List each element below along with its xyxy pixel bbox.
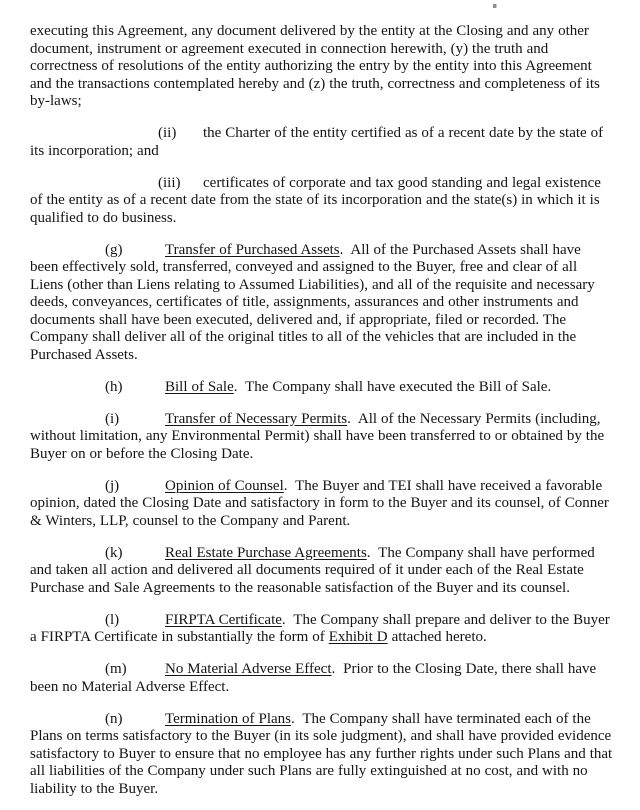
text-run: . All of the Necessary Permits (including, without limitation, any Environmental Permit) shall have been transferred to or obtained by the Buyer on or before the Closing Date. xyxy=(30,410,605,462)
underlined-term: Exhibit D xyxy=(328,629,388,645)
paragraph-k xyxy=(30,545,613,598)
text-run: . All of the Purchased Assets shall have been effectively sold, transferred, conveyed and assigned to the Buyer, free and clear of all Liens (other than Liens relating to Assumed Liabilities), and all of the requisite and necessary deeds, conveyances, certificates of title, assignments, assurances and other instruments and documents shall have been executed, delivered and, if appropriate, filed or recorded. The Company shall deliver all of the original titles to all of the vehicles that are included in the Purchased Assets. xyxy=(30,241,595,363)
paragraph-h xyxy=(30,379,613,397)
paragraph-g xyxy=(30,242,613,365)
paragraph-n xyxy=(30,711,613,799)
paragraph-label-g: (g) xyxy=(105,241,123,258)
text-run: . The Company shall have executed the Bill of Sale. xyxy=(233,378,552,395)
underlined-term: Bill of Sale xyxy=(165,378,234,395)
paragraph-ii xyxy=(30,125,613,160)
paragraph-label-ii: (ii) xyxy=(158,125,177,141)
text-run: . The Company shall have terminated each of the Plans on terms satisfactory to the Buyer (in its sole judgment), and shall have provided evidence satisfactory to Buyer to ensure that no employee has any further rights under such Plans and that all liabilities of the Company under such Plans are fully extinguished at no cost, and with no liability to the Buyer. xyxy=(30,710,613,797)
paragraphs xyxy=(30,23,613,798)
scan-speck-artifact xyxy=(493,4,496,8)
text-run: the Charter of the entity certified as of a recent date by the state of its incorporation; and xyxy=(30,125,604,159)
paragraph-label-k: (k) xyxy=(105,544,123,561)
paragraph-label-n: (n) xyxy=(105,710,123,727)
paragraph-label-m: (m) xyxy=(105,661,127,677)
paragraph-label-i: (i) xyxy=(105,410,120,427)
text-run: attached hereto. xyxy=(387,629,487,645)
underlined-term: Transfer of Purchased Assets xyxy=(165,241,340,258)
paragraph-iii xyxy=(30,175,613,228)
text-run: . Prior to the Closing Date, there shall have been no Material Adverse Effect. xyxy=(30,661,597,695)
paragraph-label-l: (l) xyxy=(105,611,120,628)
underlined-term: Real Estate Purchase Agreements xyxy=(165,544,367,561)
underlined-term: No Material Adverse Effect xyxy=(165,661,332,677)
underlined-term: Termination of Plans xyxy=(165,710,291,727)
underlined-term: Opinion of Counsel xyxy=(165,477,284,494)
text-run: . The Buyer and TEI shall have received a favorable opinion, dated the Closing Date and satisfactory in form to the Buyer and its counsel, of Conner & Winters, LLP, counsel to the Company and Parent. xyxy=(30,477,609,529)
paragraph-j xyxy=(30,478,613,531)
text-run: executing this Agreement, any document delivered by the entity at the Closing and any other document, instrument or agreement executed in connection herewith, (y) the truth and correctness of resolutions of the entity authorizing the entry by the entity into this Agreement and the transactions contemplated hereby and (z) the truth, correctness and completeness of its by-laws; xyxy=(30,23,600,109)
text-run: . The Company shall prepare and deliver to the Buyer a FIRPTA Certificate in substantially the form of xyxy=(30,611,610,645)
paragraph-l xyxy=(30,612,613,647)
paragraph-m xyxy=(30,661,613,696)
paragraph-continuation xyxy=(30,23,613,111)
paragraph-label-iii: (iii) xyxy=(158,174,181,191)
text-run: certificates of corporate and tax good standing and legal existence of the entity as of a recent date from the state of its incorporation and the state(s) in which it is qualified to do business. xyxy=(30,174,601,226)
underlined-term: Transfer of Necessary Permits xyxy=(165,410,348,427)
paragraph-i xyxy=(30,411,613,464)
paragraph-label-j: (j) xyxy=(105,477,120,494)
text-run: . The Company shall have performed and taken all action and delivered all documents required of it under each of the Real Estate Purchase and Sale Agreements to the reasonable satisfaction of the Buyer and its counsel. xyxy=(30,544,595,596)
underlined-term: FIRPTA Certificate xyxy=(165,611,282,628)
paragraph-label-h: (h) xyxy=(105,378,123,395)
